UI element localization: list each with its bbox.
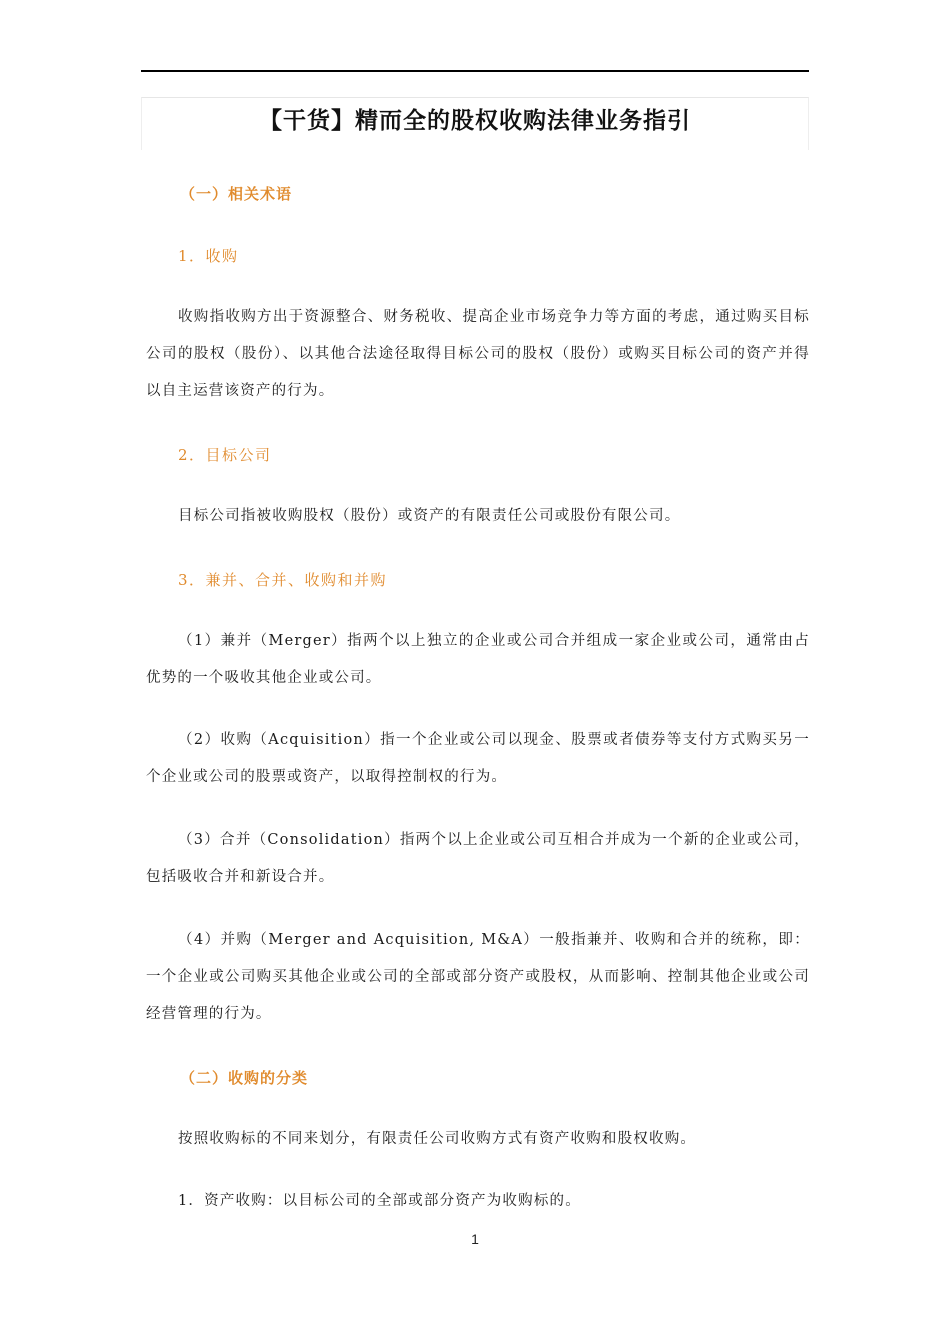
list-item-consolidation: （3）合并（Consolidation）指两个以上企业或公司互相合并成为一个新的企业或公司，包括吸收合并和新设合并。	[146, 832, 810, 885]
section-heading-classification: （二）收购的分类	[180, 1069, 309, 1087]
list-item-ma: （4）并购（Merger and Acquisition, M&A）一般指兼并、收购和合并的统称，即：一个企业或公司购买其他企业或公司的全部或部分资产或股权，从而影响、控制其他企业或公司经营管理的行为。	[146, 932, 810, 1022]
list-item-acquisition: （2）收购（Acquisition）指一个企业或公司以现金、股票或者债券等支付方式购买另一个企业或公司的股票或资产，以取得控制权的行为。	[146, 732, 810, 785]
header-rule	[141, 70, 809, 72]
list-item-merger: （1）兼并（Merger）指两个以上独立的企业或公司合并组成一家企业或公司，通常由占优势的一个吸收其他企业或公司。	[146, 633, 810, 686]
paragraph-classification: 按照收购标的不同来划分，有限责任公司收购方式有资产收购和股权收购。	[178, 1131, 697, 1147]
document-title: 【干货】精而全的股权收购法律业务指引	[259, 107, 691, 134]
page-number: 1	[471, 1231, 479, 1247]
paragraph-acquisition-definition: 收购指收购方出于资源整合、财务税收、提高企业市场竞争力等方面的考虑，通过购买目标公司的股权（股份）、以其他合法途径取得目标公司的股权（股份）或购买目标公司的资产并得以自主运营该资产的行为。	[146, 309, 810, 399]
paragraph-target-company-definition: 目标公司指被收购股权（股份）或资产的有限责任公司或股份有限公司。	[178, 508, 681, 524]
subheading-merger-types: 3．兼并、合并、收购和并购	[178, 571, 388, 589]
subheading-target-company: 2．目标公司	[178, 446, 272, 464]
subheading-acquisition: 1．收购	[178, 247, 239, 265]
title-box	[141, 97, 809, 150]
list-item-asset-acquisition: 1．资产收购：以目标公司的全部或部分资产为收购标的。	[178, 1193, 581, 1209]
section-heading-terms: （一）相关术语	[180, 185, 293, 203]
